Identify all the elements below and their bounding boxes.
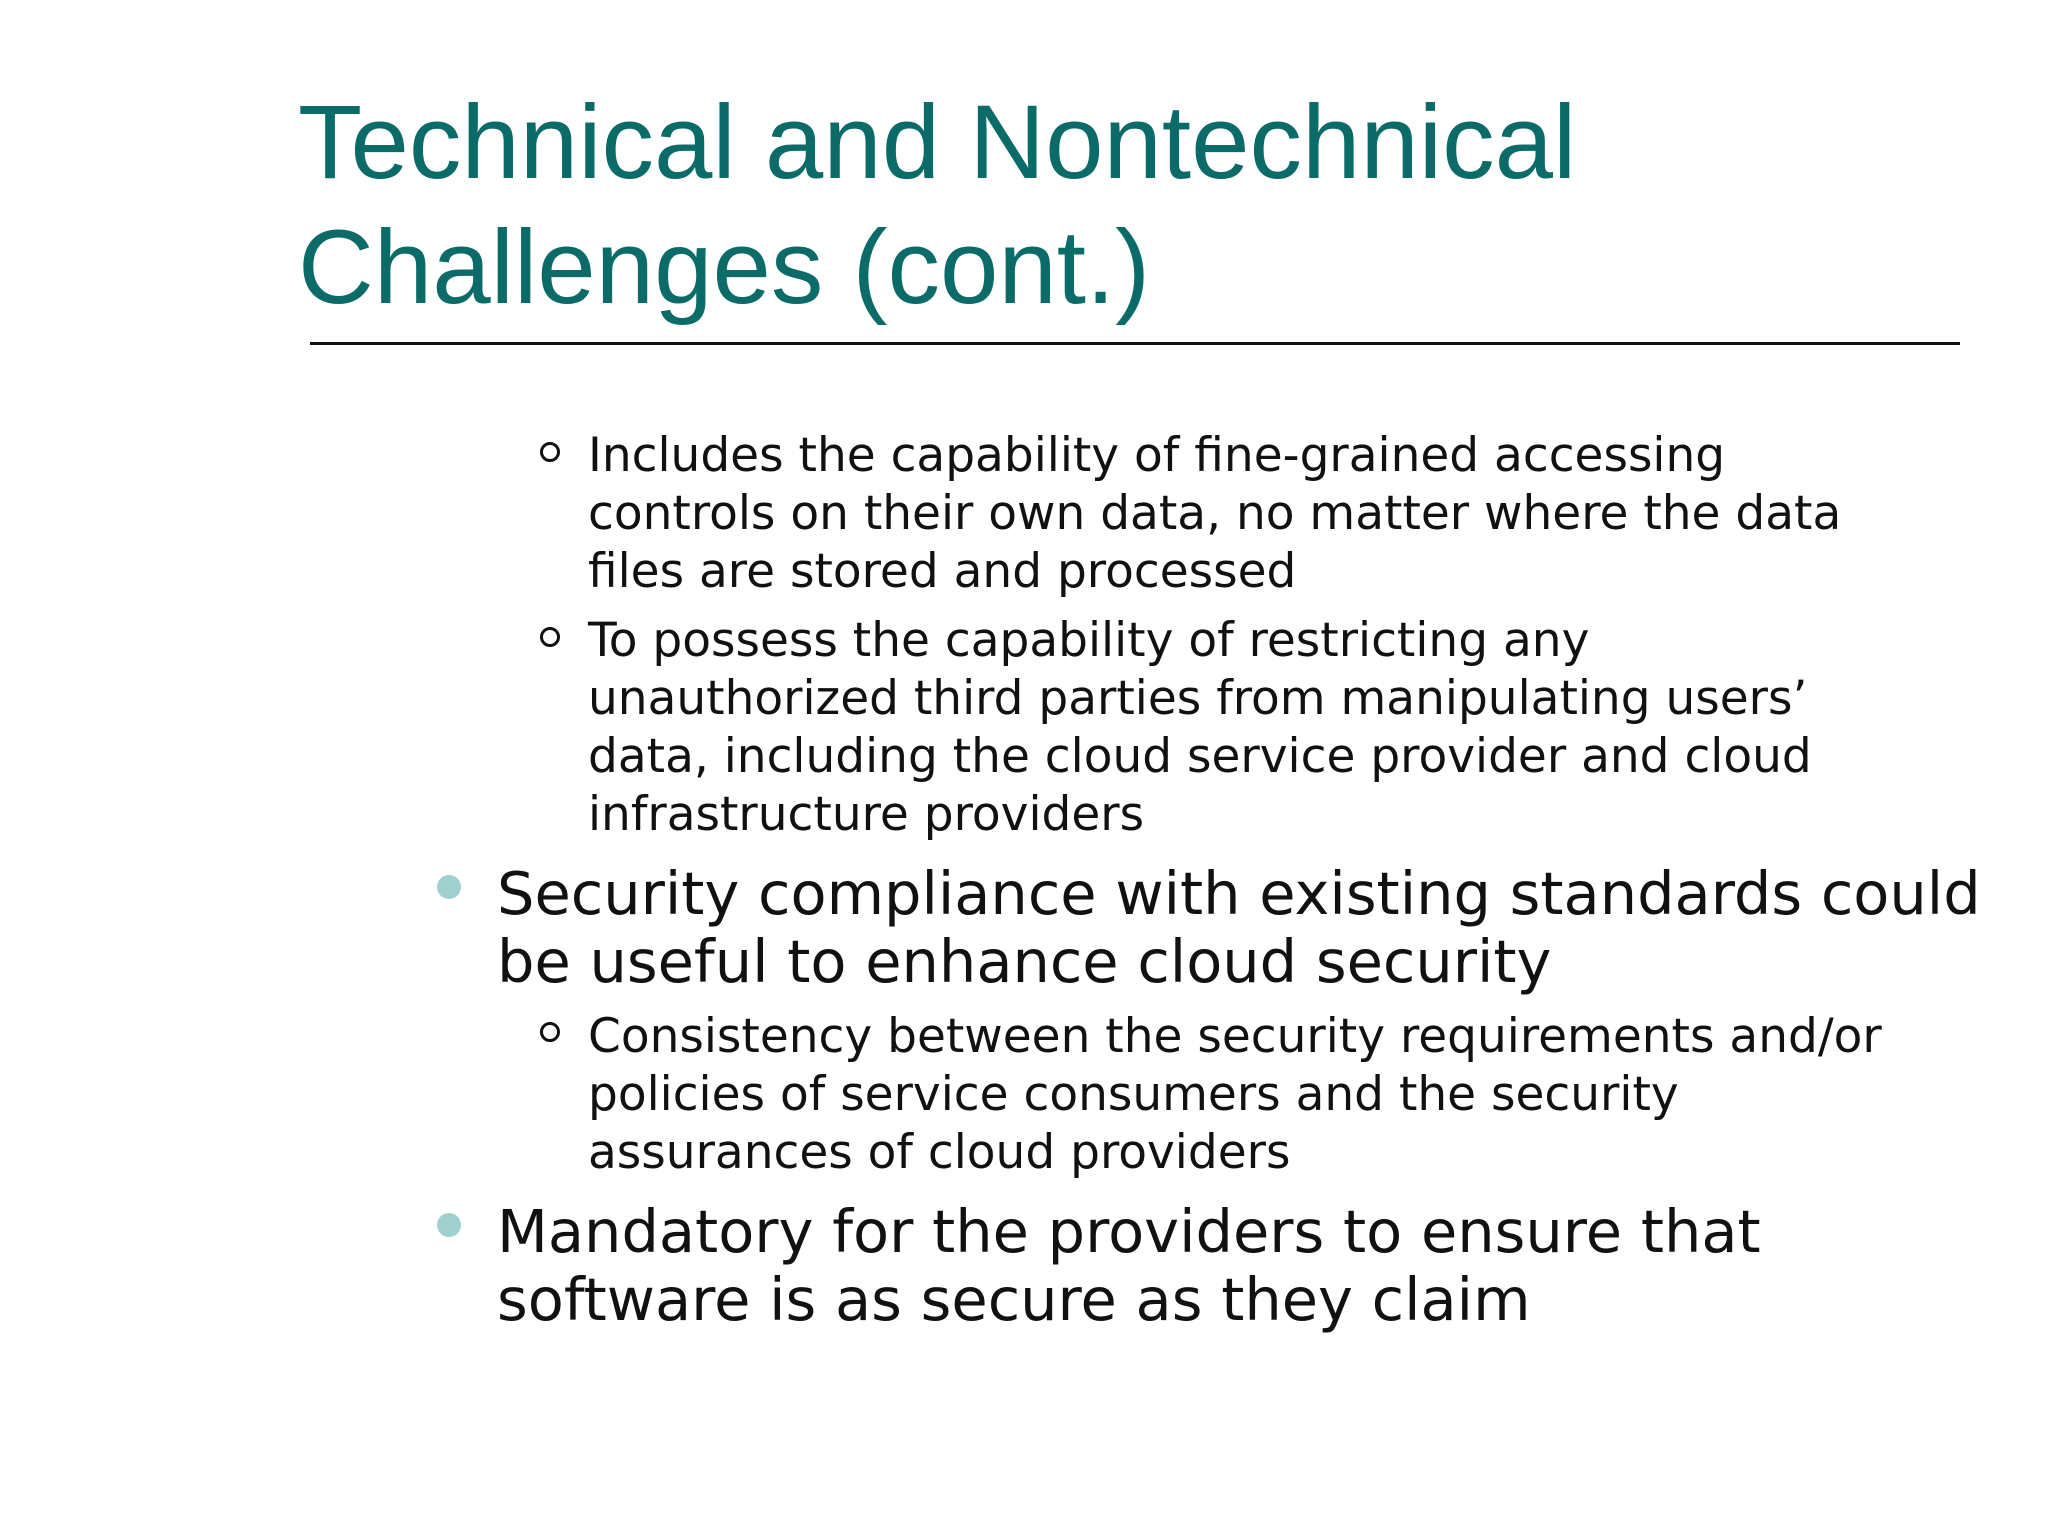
title-line: Challenges (cont.) bbox=[298, 209, 1151, 326]
main-bullet-item bbox=[497, 1198, 1997, 1334]
sub-bullet-item bbox=[588, 427, 1998, 601]
hollow-circle-bullet-icon bbox=[540, 627, 560, 647]
bullet-line: infrastructure providers bbox=[588, 787, 1145, 842]
bullet-line: controls on their own data, no matter where the data bbox=[588, 486, 1842, 541]
bullet-line: unauthorized third parties from manipulating users’ bbox=[588, 671, 1808, 726]
bullet-line: assurances of cloud providers bbox=[588, 1125, 1291, 1180]
bullet-line: data, including the cloud service provider and cloud bbox=[588, 729, 1812, 784]
sub-bullet-item bbox=[588, 1008, 1998, 1182]
title-line: Technical and Nontechnical bbox=[298, 84, 1577, 201]
hollow-circle-bullet-icon bbox=[540, 1022, 560, 1042]
bullet-line: Includes the capability of fine-grained accessing bbox=[588, 428, 1726, 483]
bullet-line: be useful to enhance cloud security bbox=[497, 927, 1552, 996]
bullet-line: Mandatory for the providers to ensure that bbox=[497, 1197, 1761, 1266]
filled-circle-bullet-icon bbox=[437, 875, 461, 899]
bullet-line: software is as secure as they claim bbox=[497, 1265, 1531, 1334]
bullet-line: Security compliance with existing standards could bbox=[497, 859, 1981, 928]
main-bullet-item bbox=[497, 860, 1997, 996]
bullet-line: policies of service consumers and the security bbox=[588, 1067, 1679, 1122]
bullet-line: Consistency between the security requirements and/or bbox=[588, 1009, 1882, 1064]
bullet-line: To possess the capability of restricting any bbox=[588, 613, 1590, 668]
hollow-circle-bullet-icon bbox=[540, 442, 560, 462]
bullet-line: files are stored and processed bbox=[588, 544, 1297, 599]
filled-circle-bullet-icon bbox=[437, 1213, 461, 1237]
sub-bullet-item bbox=[588, 612, 1998, 844]
